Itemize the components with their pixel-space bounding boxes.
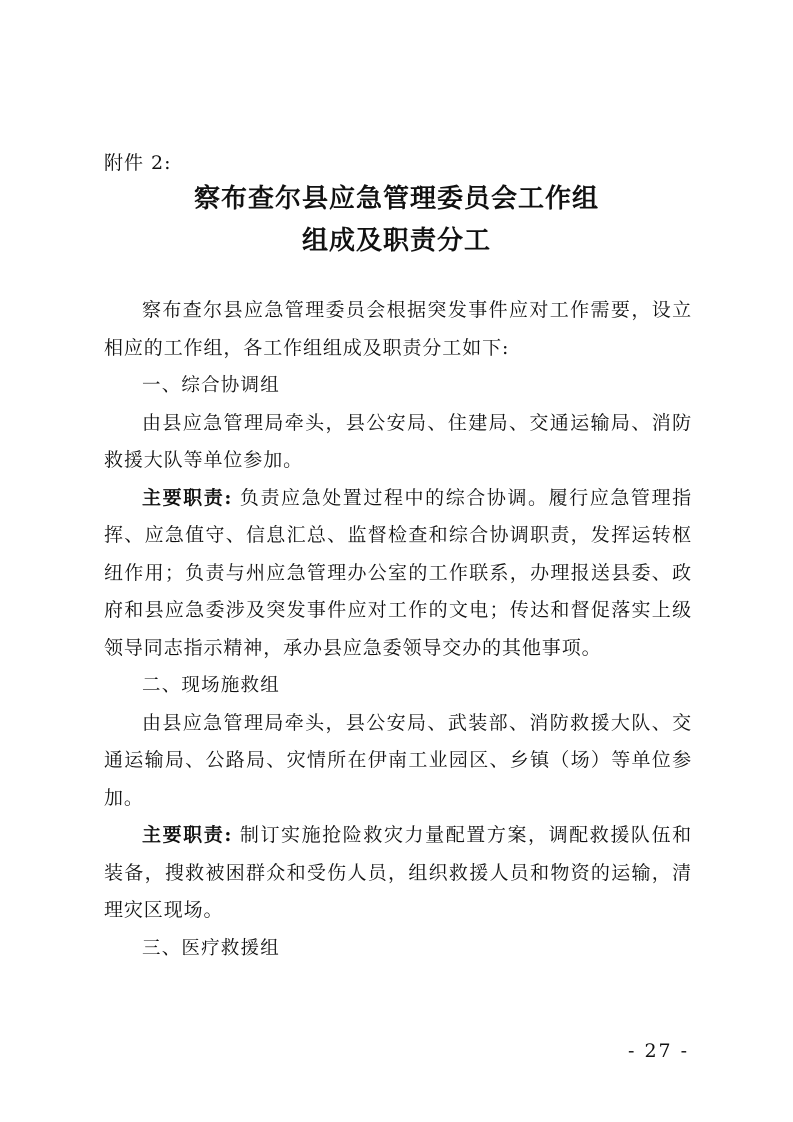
section-2-duties	[104, 817, 692, 930]
section-2-members: 由县应急管理局牵头，县公安局、武装部、消防救援大队、交通运输局、公路局、灾情所在伊南工业园区、乡镇（场）等单位参加。	[104, 711, 692, 809]
attachment-label: 附件 2:	[104, 152, 172, 174]
document-title-line-1: 察布查尔县应急管理委员会工作组	[193, 184, 599, 214]
document-title-line-2: 组成及职责分工	[301, 226, 491, 256]
section-heading-3: 三、医疗救援组	[142, 937, 280, 959]
section-1-members: 由县应急管理局牵头，县公安局、住建局、交通运输局、消防救援大队等单位参加。	[104, 411, 692, 471]
intro-paragraph: 察布查尔县应急管理委员会根据突发事件应对工作需要，设立相应的工作组，各工作组组成及职责分工如下:	[104, 299, 692, 359]
section-heading-1: 一、综合协调组	[142, 375, 280, 396]
section-heading-2: 二、现场施救组	[142, 675, 280, 696]
document-body	[104, 292, 692, 967]
section-1-duty-label: 主要职责:	[142, 486, 233, 509]
page-number: - 27 -	[628, 1040, 690, 1062]
section-2-duty-text: 制订实施抢险救灾力量配置方案，调配救援队伍和装备，搜救被困群众和受伤人员，组织救援人员和物资的运输，清理灾区现场。	[104, 824, 692, 921]
section-1-duty-text: 负责应急处置过程中的综合协调。履行应急管理指挥、应急值守、信息汇总、监督检查和综合协调职责，发挥运转枢纽作用；负责与州应急管理办公室的工作联系，办理报送县委、政府和县应急委涉及突发事件应对工作的文电；传达和督促落实上级领导同志指示精神，承办县应急委领导交办的其他事项。	[104, 486, 692, 659]
section-2-duty-label: 主要职责:	[142, 824, 233, 846]
section-1-duties	[104, 480, 692, 668]
